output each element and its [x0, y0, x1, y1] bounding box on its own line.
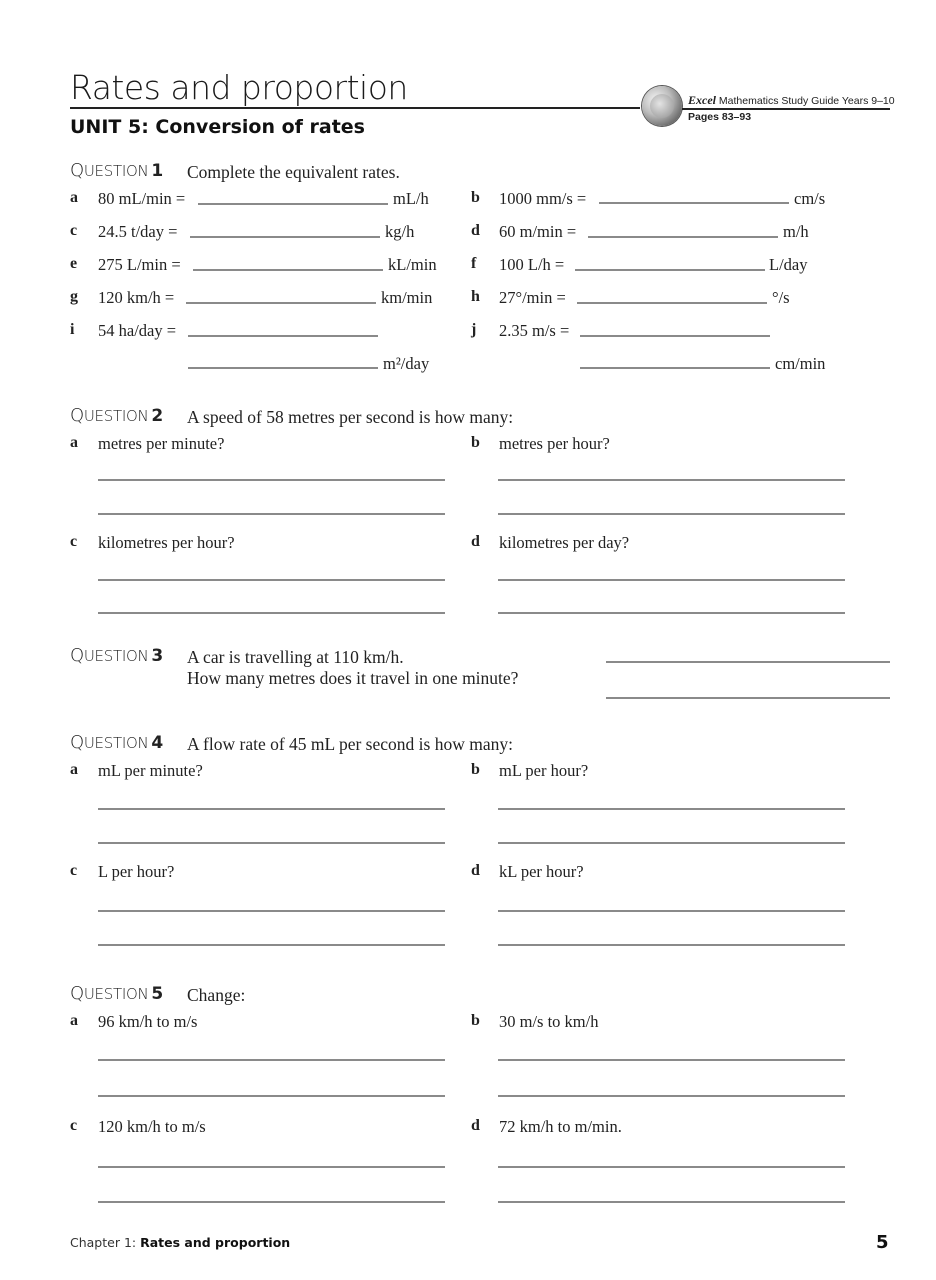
question-number: 1	[151, 161, 164, 181]
item-text: 72 km/h to m/min.	[499, 1117, 622, 1136]
item-label: h	[471, 288, 480, 305]
item-label: d	[471, 222, 480, 239]
answer-line[interactable]	[575, 269, 765, 271]
rate-expression: 275 L/min =	[98, 255, 181, 274]
question-3-prompt-line-2: How many metres does it travel in one minute?	[187, 668, 519, 688]
answer-line[interactable]	[186, 302, 376, 304]
target-unit: kL/min	[388, 255, 437, 274]
answer-line[interactable]	[498, 1095, 845, 1097]
badge-divider	[682, 108, 890, 110]
rate-expression: 100 L/h =	[499, 255, 565, 274]
answer-line[interactable]	[98, 612, 445, 614]
answer-line[interactable]	[498, 1059, 845, 1061]
item-label: c	[70, 1117, 78, 1134]
answer-line[interactable]	[498, 579, 845, 581]
question-4-heading	[70, 732, 163, 753]
answer-line[interactable]	[498, 513, 845, 515]
guide-title: Mathematics Study Guide Years 9–10	[718, 95, 895, 107]
question-3-heading	[70, 645, 163, 666]
item-label: d	[471, 533, 480, 550]
answer-line[interactable]	[498, 612, 845, 614]
question-number: 4	[151, 733, 164, 753]
answer-line[interactable]	[606, 661, 890, 663]
answer-line[interactable]	[599, 202, 789, 204]
target-unit: m/h	[783, 222, 809, 241]
answer-line[interactable]	[98, 1095, 445, 1097]
answer-line[interactable]	[188, 367, 378, 369]
answer-line[interactable]	[98, 808, 445, 810]
answer-line[interactable]	[498, 1201, 845, 1203]
question-word: QUESTION	[70, 405, 149, 426]
rate-expression: 120 km/h =	[98, 288, 175, 307]
item-text: 120 km/h to m/s	[98, 1117, 206, 1136]
target-unit: mL/h	[393, 189, 429, 208]
item-label: c	[70, 862, 78, 879]
item-label: b	[471, 434, 480, 451]
target-unit: km/min	[381, 288, 433, 307]
question-number: 5	[151, 984, 164, 1004]
item-label: a	[70, 761, 78, 778]
item-text: mL per minute?	[98, 761, 203, 780]
answer-line[interactable]	[98, 910, 445, 912]
item-text: kilometres per day?	[499, 533, 630, 552]
brand-name: Excel	[688, 93, 716, 107]
rate-expression: 2.35 m/s =	[499, 321, 570, 340]
item-label: a	[70, 434, 78, 451]
answer-line[interactable]	[580, 335, 770, 337]
question-number: 2	[151, 406, 164, 426]
answer-line[interactable]	[606, 697, 890, 699]
answer-line[interactable]	[98, 513, 445, 515]
target-unit: cm/min	[775, 354, 826, 373]
item-label: e	[70, 255, 78, 272]
item-text: kilometres per hour?	[98, 533, 235, 552]
item-text: mL per hour?	[499, 761, 589, 780]
answer-line[interactable]	[98, 1059, 445, 1061]
answer-line[interactable]	[498, 842, 845, 844]
item-label: d	[471, 1117, 480, 1134]
item-label: a	[70, 189, 78, 206]
question-word: QUESTION	[70, 732, 149, 753]
item-text: metres per hour?	[499, 434, 610, 453]
target-unit: L/day	[769, 255, 808, 274]
answer-line[interactable]	[98, 944, 445, 946]
answer-line[interactable]	[98, 1201, 445, 1203]
answer-line[interactable]	[188, 335, 378, 337]
answer-line[interactable]	[498, 479, 845, 481]
answer-line[interactable]	[580, 367, 770, 369]
question-word: QUESTION	[70, 645, 149, 666]
item-text: 30 m/s to km/h	[499, 1012, 599, 1031]
rate-expression: 80 mL/min =	[98, 189, 186, 208]
answer-line[interactable]	[498, 910, 845, 912]
answer-line[interactable]	[98, 1166, 445, 1168]
item-text: L per hour?	[98, 862, 175, 881]
rate-expression: 60 m/min =	[499, 222, 577, 241]
question-2-prompt: A speed of 58 metres per second is how many:	[187, 407, 514, 427]
item-label: b	[471, 761, 480, 778]
item-label: f	[471, 255, 477, 272]
question-5-heading	[70, 983, 163, 1004]
item-text: metres per minute?	[98, 434, 225, 453]
question-number: 3	[151, 646, 164, 666]
rate-expression: 27°/min =	[499, 288, 566, 307]
page-number: 5	[876, 1232, 889, 1253]
unit-heading: UNIT 5: Conversion of rates	[70, 116, 365, 138]
item-label: g	[70, 288, 78, 305]
answer-line[interactable]	[198, 203, 388, 205]
item-label: b	[471, 1012, 480, 1029]
item-label: j	[471, 321, 477, 338]
question-word: QUESTION	[70, 160, 149, 181]
question-3-prompt-line-1: A car is travelling at 110 km/h.	[187, 647, 404, 667]
answer-line[interactable]	[98, 842, 445, 844]
title-divider	[70, 107, 640, 109]
question-4-prompt: A flow rate of 45 mL per second is how many:	[187, 734, 513, 754]
answer-line[interactable]	[498, 944, 845, 946]
study-guide-reference	[688, 93, 895, 108]
chapter-title: Rates and proportion	[140, 1235, 291, 1250]
rate-expression: 1000 mm/s =	[499, 189, 587, 208]
page-reference: Pages 83–93	[688, 111, 752, 123]
target-unit: m²/day	[383, 354, 430, 373]
item-label: i	[70, 321, 75, 338]
question-word: QUESTION	[70, 983, 149, 1004]
target-unit: °/s	[772, 288, 790, 307]
item-label: a	[70, 1012, 78, 1029]
question-1-heading	[70, 160, 163, 181]
answer-line[interactable]	[98, 479, 445, 481]
item-text: 96 km/h to m/s	[98, 1012, 198, 1031]
page-title: Rates and proportion	[70, 68, 408, 107]
answer-line[interactable]	[193, 269, 383, 271]
answer-line[interactable]	[588, 236, 778, 238]
answer-line[interactable]	[498, 808, 845, 810]
item-text: kL per hour?	[499, 862, 584, 881]
item-label: c	[70, 222, 78, 239]
rate-expression: 24.5 t/day =	[98, 222, 178, 241]
chapter-prefix: Chapter 1:	[70, 1235, 137, 1250]
answer-line[interactable]	[98, 579, 445, 581]
question-1-prompt: Complete the equivalent rates.	[187, 162, 400, 182]
answer-line[interactable]	[577, 302, 767, 304]
question-5-prompt: Change:	[187, 985, 246, 1005]
target-unit: kg/h	[385, 222, 415, 241]
answer-line[interactable]	[498, 1166, 845, 1168]
sphere-logo-icon	[642, 86, 682, 126]
rate-expression: 54 ha/day =	[98, 321, 177, 340]
item-label: d	[471, 862, 480, 879]
footer-chapter	[70, 1235, 290, 1250]
question-2-heading	[70, 405, 163, 426]
item-label: b	[471, 189, 480, 206]
answer-line[interactable]	[190, 236, 380, 238]
item-label: c	[70, 533, 78, 550]
target-unit: cm/s	[794, 189, 826, 208]
